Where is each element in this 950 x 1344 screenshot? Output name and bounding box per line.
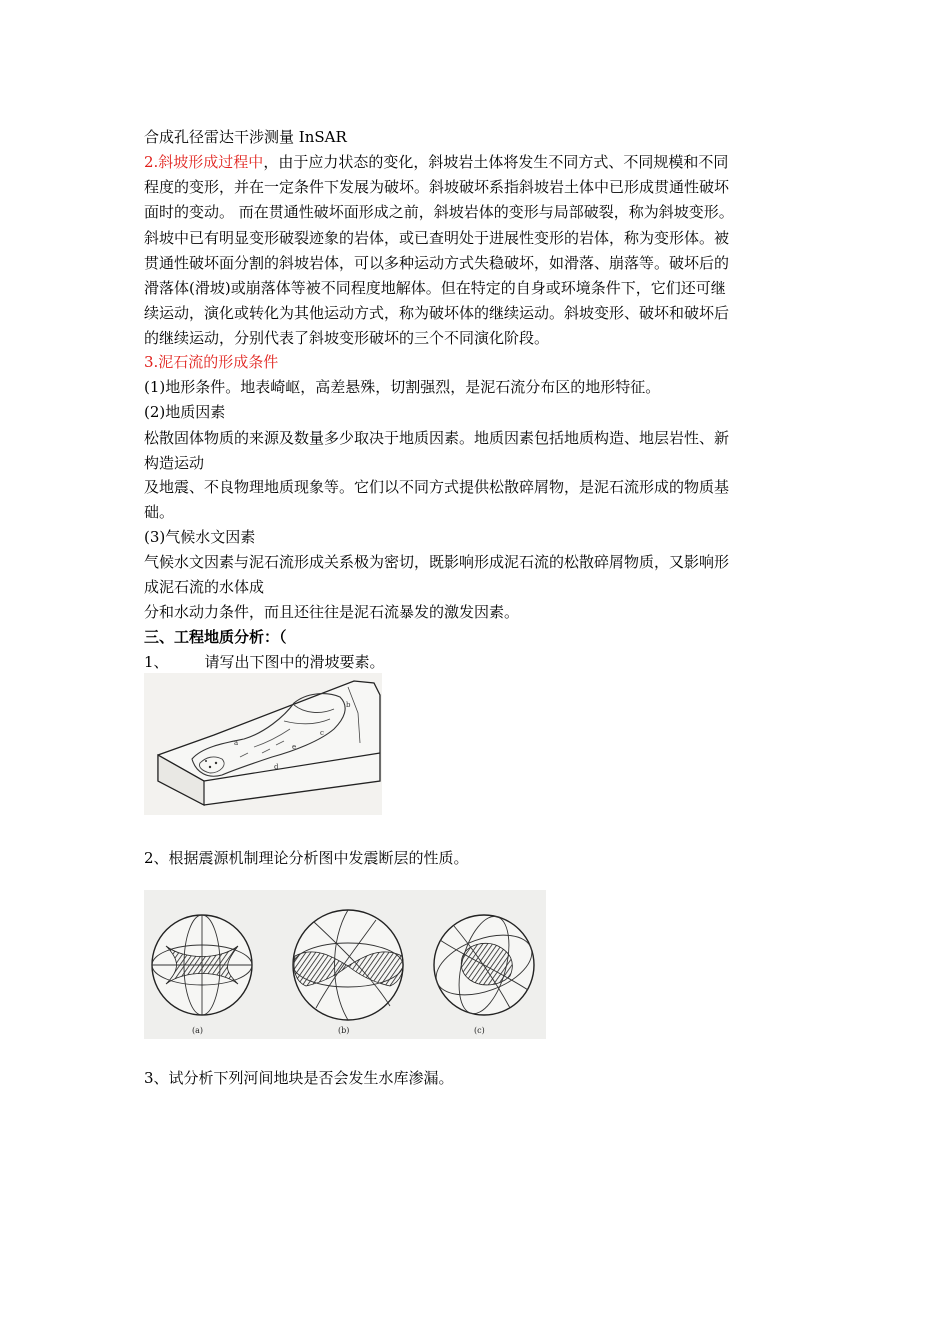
debris-flow-line-7: (3)气候水文因素 — [144, 528, 256, 546]
slope-section-heading: 2.斜坡形成过程中 — [144, 153, 264, 171]
debris-flow-line-8: 气候水文因素与泥石流形成关系极为密切，既影响形成泥石流的松散碎屑物质，又影响形 — [144, 553, 730, 571]
focal-mechanism-diagrams — [144, 890, 546, 1039]
svg-text:a: a — [234, 739, 239, 747]
debris-flow-line-9: 成泥石流的水体成 — [144, 578, 265, 596]
question-1 — [144, 652, 385, 672]
landslide-sketch — [144, 673, 382, 815]
slope-section-line-6: 滑落体(滑坡)或崩落体等被不同程度地解体。但在特定的自身或环境条件下，它们还可继 — [144, 279, 726, 297]
debris-flow-line-3: 松散固体物质的来源及数量多少取决于地质因素。地质因素包括地质构造、地层岩性、新 — [144, 429, 730, 447]
debris-flow-line-6: 础。 — [144, 503, 175, 521]
question-2: 2、根据震源机制理论分析图中发震断层的性质。 — [144, 849, 469, 867]
label-c: (c) — [474, 1026, 485, 1035]
svg-text:b: b — [346, 701, 351, 709]
svg-text:c: c — [320, 729, 324, 737]
slope-section-line-4: 斜坡中已有明显变形破裂迹象的岩体，或已查明处于进展性变形的岩体，称为变形体。被 — [144, 229, 730, 247]
svg-text:e: e — [292, 743, 297, 751]
question-1-text: 请写出下图中的滑坡要素。 — [204, 653, 385, 671]
debris-flow-line-10: 分和水动力条件，而且还往往是泥石流暴发的激发因素。 — [144, 603, 520, 621]
landslide-figure — [144, 673, 382, 815]
label-a: (a) — [192, 1026, 204, 1035]
debris-flow-line-4: 构造运动 — [144, 454, 205, 472]
slope-section-line-5: 贯通性破坏面分割的斜坡岩体，可以多种运动方式失稳破坏，如滑落、崩落等。破坏后的 — [144, 254, 730, 272]
debris-flow-line-5: 及地震、不良物理地质现象等。它们以不同方式提供松散碎屑物，是泥石流形成的物质基 — [144, 478, 730, 496]
slope-section-line-2: 程度的变形，并在一定条件下发展为破坏。斜坡破坏系指斜坡岩土体中已形成贯通性破坏 — [144, 178, 730, 196]
question-3: 3、试分析下列河间地块是否会发生水库渗漏。 — [144, 1069, 454, 1087]
insar-line: 合成孔径雷达干涉测量 InSAR — [144, 128, 347, 146]
debris-flow-heading: 3.泥石流的形成条件 — [144, 353, 279, 371]
debris-flow-line-1: (1)地形条件。地表崎岖，高差悬殊，切割强烈，是泥石流分布区的地形特征。 — [144, 378, 661, 396]
question-1-number: 1、 — [144, 653, 169, 671]
svg-text:d: d — [274, 763, 279, 771]
focal-mechanism-figure — [144, 890, 546, 1039]
slope-section-line-7: 续运动，演化或转化为其他运动方式，称为破坏体的继续运动。斜坡变形、破坏和破坏后 — [144, 304, 730, 322]
label-b: (b) — [338, 1026, 350, 1035]
slope-section-line-1: 2.斜坡形成过程中，由于应力状态的变化，斜坡岩土体将发生不同方式、不同规模和不同 — [144, 153, 729, 171]
slope-section-line-8: 的继续运动，分别代表了斜坡变形破坏的三个不同演化阶段。 — [144, 329, 550, 347]
debris-flow-line-2: (2)地质因素 — [144, 403, 226, 421]
slope-section-line-3: 面时的变动。 而在贯通性破坏面形成之前，斜坡岩体的变形与局部破裂，称为斜坡变形。 — [144, 203, 734, 221]
section-three-heading: 三、工程地质分析：（ — [144, 628, 287, 646]
